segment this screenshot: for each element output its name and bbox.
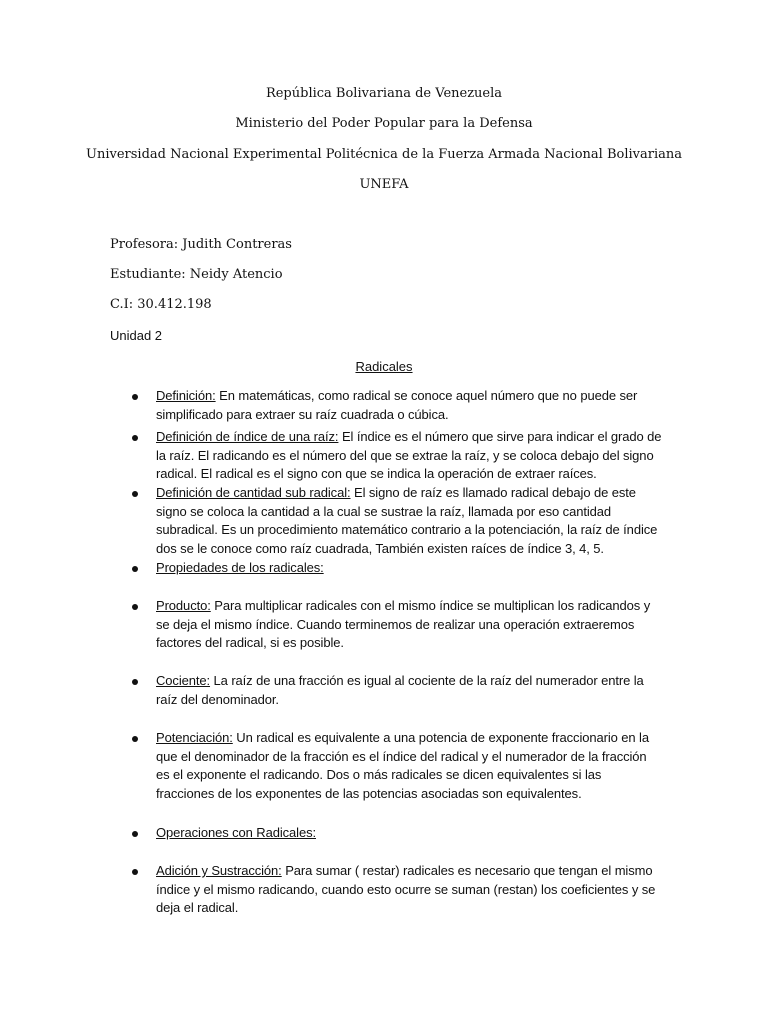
item-term: Definición de índice de una raíz: bbox=[156, 429, 339, 444]
header-ministry: Ministerio del Poder Popular para la Defensa bbox=[235, 116, 533, 131]
bullet-dot-icon bbox=[132, 491, 138, 497]
item-term: Potenciación: bbox=[156, 730, 233, 745]
list-item-propiedades bbox=[156, 559, 662, 578]
bullet-dot-icon bbox=[132, 679, 138, 685]
item-text: La raíz de una fracción es igual al cociente de la raíz del numerador entre la raíz del denominador. bbox=[156, 673, 644, 707]
list-item-producto bbox=[156, 597, 662, 653]
list-item-adicion-sustraccion bbox=[156, 862, 662, 918]
item-text: Para sumar ( restar) radicales es necesario que tengan el mismo índice y el mismo radicando, cuando esto ocurre se suman (restan) los coeficientes y se deja el radical. bbox=[156, 863, 656, 916]
list-item-indice bbox=[156, 428, 662, 484]
info-unidad: Unidad 2 bbox=[110, 328, 163, 343]
header-republic: República Bolivariana de Venezuela bbox=[265, 86, 503, 101]
bullet-dot-icon bbox=[132, 435, 138, 441]
item-term: Definición: bbox=[156, 388, 216, 403]
list-item-potenciacion bbox=[156, 729, 662, 803]
list-item-cociente bbox=[156, 672, 662, 709]
list-item-cantidad-subradical bbox=[156, 484, 662, 558]
item-text: Para multiplicar radicales con el mismo índice se multiplican los radicandos y se deja el mismo índice. Cuando terminemos de realizar una operación extraeremos factores del radical, si es posible. bbox=[156, 598, 651, 651]
info-ci: C.I: 30.412.198 bbox=[110, 297, 212, 312]
item-term: Cociente: bbox=[156, 673, 211, 688]
item-text: El índice es el número que sirve para indicar el grado de la raíz. El radicando es el número del que se extrae la raíz, y se coloca debajo del signo radical. El radical es el signo con que se indica la operación de extraer raíces. bbox=[156, 429, 662, 482]
list-item-operaciones bbox=[156, 824, 662, 843]
header-acronym: UNEFA bbox=[359, 177, 409, 192]
item-term: Producto: bbox=[156, 598, 211, 613]
item-term: Definición de cantidad sub radical: bbox=[156, 485, 351, 500]
item-term: Propiedades de los radicales: bbox=[156, 560, 324, 575]
info-profesora: Profesora: Judith Contreras bbox=[110, 237, 292, 252]
section-title: Radicales bbox=[355, 359, 413, 374]
item-term: Operaciones con Radicales: bbox=[156, 825, 316, 840]
list-item-definicion bbox=[156, 387, 662, 424]
bullet-dot-icon bbox=[132, 736, 138, 742]
item-text: Un radical es equivalente a una potencia de exponente fraccionario en la que el denominador de la fracción es el índice del radical y el numerador de la fracción es el exponente el radicando. Dos o más radicales se dicen equivalentes si las fracciones de los exponentes de las potencias asociadas son equivalentes. bbox=[156, 730, 649, 801]
bullet-dot-icon bbox=[132, 869, 138, 875]
header-university: Universidad Nacional Experimental Politécnica de la Fuerza Armada Nacional Bolivariana bbox=[86, 147, 682, 162]
item-text: El signo de raíz es llamado radical debajo de este signo se coloca la cantidad a la cual se sustrae la raíz, llamada por eso cantidad subradical. Es un procedimiento matemático contrario a la potenciación, la raíz de índice dos se le conoce como raíz cuadrada, También existen raíces de índice 3, 4, 5. bbox=[156, 485, 658, 556]
bullet-dot-icon bbox=[132, 566, 138, 572]
bullet-dot-icon bbox=[132, 394, 138, 400]
item-text: En matemáticas, como radical se conoce aquel número que no puede ser simplificado para extraer su raíz cuadrada o cúbica. bbox=[156, 388, 638, 422]
item-term: Adición y Sustracción: bbox=[156, 863, 282, 878]
bullet-dot-icon bbox=[132, 831, 138, 837]
bullet-dot-icon bbox=[132, 604, 138, 610]
info-estudiante: Estudiante: Neidy Atencio bbox=[110, 267, 283, 282]
